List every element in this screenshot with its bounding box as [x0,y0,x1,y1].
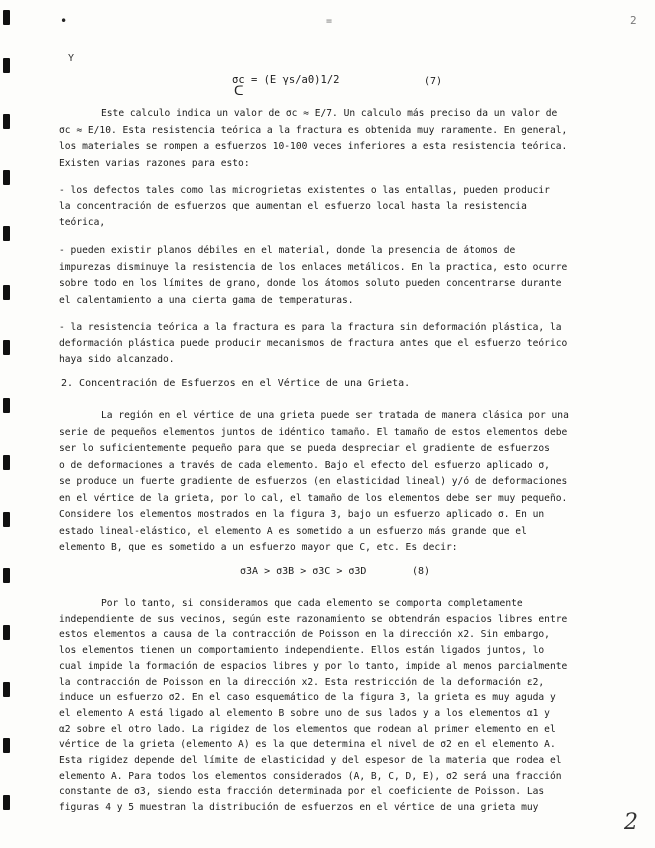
paragraph3-line: constante de σ3, siendo esta fracción determinada por el coeficiente de Poisson. Las [59,786,545,798]
equation-8 [240,566,366,577]
binder-hole [3,568,10,583]
binder-hole [3,340,10,355]
paragraph2-line: o de deformaciones a través de cada elemento. Bajo el efecto del esfuerzo aplicado σ, [59,459,550,471]
equation-8-formula: σ3A > σ3B > σ3C > σ3D [240,566,367,577]
paragraph3-line: Por lo tanto, si consideramos que cada elemento se comporta completamente [101,598,523,609]
binder-hole [3,58,10,73]
paragraph3-line: figuras 4 y 5 muestran la distribución de esfuerzos en el vértice de una grieta muy [59,802,539,814]
paragraph1-line: los materiales se rompen a esfuerzos 10-100 veces inferiores a esta resistencia teórica. [59,141,568,152]
paragraph3-line: cual impide la formación de espacios libres y por lo tanto, impide al menos parcialmente [59,660,568,672]
equation-7-number: (7) [424,76,443,87]
paragraph1-line: σc ≈ E/10. Esta resistencia teórica a la fractura es obtenida muy raramente. En general, [59,124,568,136]
paragraph3-line: Esta rigidez depende del límite de elasticidad y del espesor de la materia que rodea el [59,755,562,766]
binder-hole [3,738,10,753]
handwritten-c-mark: ᑕ [234,84,244,99]
paragraph2-line: Considere los elementos mostrados en la figura 3, bajo un esfuerzo aplicado σ. En un [59,509,545,520]
paragraph3-line: la contracción de Poisson en la dirección x2. Esta restricción de la deformación ε2, [59,676,545,688]
binder-holes [0,0,14,848]
paragraph2-line: en el vértice de la grieta, por lo cal, el tamaño de los elementos debe ser muy pequeño. [59,492,568,504]
paragraph3-line: elemento A. Para todos los elementos considerados (A, B, C, D, E), σ2 será una fracción [59,770,562,782]
binder-hole [3,285,10,300]
bullet3-line: deformación plástica puede producir mecanismos de fractura antes que el esfuerzo teórico [59,338,568,349]
paragraph3-line: el elemento A está ligado al elemento B sobre uno de sus lados y a los elementos α1 y [59,707,550,719]
bullet2-line: impurezas disminuye la resistencia de los enlaces metálicos. En la practica, esto ocurre [59,261,568,273]
equation-7-formula: σc = (E γs/a0)1/2 [232,74,340,86]
paragraph2-line: estado lineal-elástico, el elemento A es sometido a un esfuerzo más grande que el [59,525,527,537]
bullet1-line: la concentración de esfuerzos que aumentan el esfuerzo local hasta la resistencia [59,201,527,212]
corner-dot: • [60,14,68,28]
paragraph2-line: se produce un fuerte gradiente de esfuerzos (en elasticidad lineal) y/ó de deformaciones [59,476,568,487]
binder-hole [3,682,10,697]
paragraph3-line: vértice de la grieta (elemento A) es la que determina el nivel de σ2 en el elemento A. [59,739,556,751]
paragraph2-line: La región en el vértice de una grieta puede ser tratada de manera clásica por una [101,410,569,421]
paragraph3-line: α2 sobre el otro lado. La rigidez de los elementos que rodean al primer elemento en el [59,723,556,735]
top-center-mark: = [326,16,333,27]
binder-hole [3,114,10,129]
equation-8-number: (8) [412,566,431,577]
bullet2-line: - pueden existir planos débiles en el material, donde la presencia de átomos de [59,245,516,256]
bullet3-line: haya sido alcanzado. [59,354,175,365]
binder-hole [3,10,10,25]
bullet2-line: sobre todo en los límites de grano, donde los átomos soluto pueden concentrarse durante [59,278,562,289]
paragraph2-line: ser lo suficientemente pequeño para que se pueda despreciar el gradiente de esfuerzos [59,443,550,454]
paragraph3-line: induce un esfuerzo σ2. En el caso esquemático de la figura 3, la grieta es muy aguda y [59,692,556,704]
binder-hole [3,512,10,527]
bullet3-line: - la resistencia teórica a la fractura es para la fractura sin deformación plástica, la [59,322,562,333]
y-mark: Y [68,53,75,64]
paragraph2-line: serie de pequeños elementos juntos de idéntico tamaño. El tamaño de estos elementos debe [59,426,568,438]
paragraph1-line: Existen varias razones para esto: [59,157,250,169]
binder-hole [3,226,10,241]
bullet2-line: el calentamiento a una cierta gama de temperaturas. [59,294,354,306]
bullet1-line: teórica, [59,217,106,228]
binder-hole [3,795,10,810]
binder-hole [3,625,10,640]
binder-hole [3,398,10,413]
binder-hole [3,455,10,470]
equation-7 [232,74,339,86]
binder-hole [3,170,10,185]
paragraph3-line: los elementos tienen un comportamiento independiente. Ellos están ligados juntos, lo [59,645,545,657]
paragraph3-line: estos elementos a causa de la contracción de Poisson en la dirección x2. Sin embargo, [59,629,550,641]
section-heading: 2. Concentración de Esfuerzos en el Vértice de una Grieta. [61,378,411,389]
paragraph3-line: independiente de sus vecinos, según este razonamiento se obtendrán espacios libres entre [59,613,568,625]
paragraph2-line: elemento B, que es sometido a un esfuerzo mayor que C, etc. Es decir: [59,542,458,553]
bullet1-line: - los defectos tales como las microgrietas existentes o las entallas, pueden producir [59,185,550,196]
top-right-mark: 2 [630,14,637,27]
page-number: 2 [624,810,638,835]
paragraph1-line: Este calculo indica un valor de σc ≈ E/7. Un calculo más preciso da un valor de [101,108,558,119]
